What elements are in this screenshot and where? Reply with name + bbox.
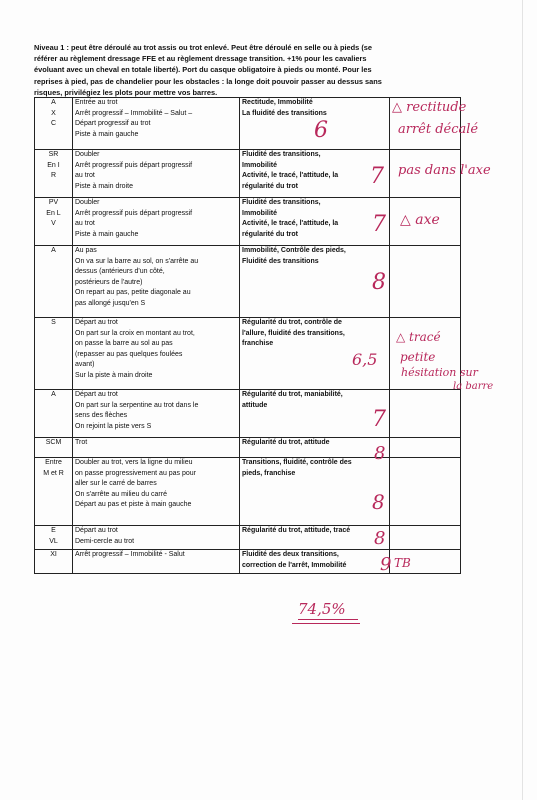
letters-cell-line: VL	[49, 537, 58, 545]
criteria-cell-line: l'allure, fluidité des transitions,	[242, 329, 345, 337]
criteria-cell-line: Fluidité des transitions,	[242, 199, 321, 206]
letters-cell	[35, 98, 73, 150]
criteria-cell-line: Régularité du trot, contrôle de	[242, 319, 342, 326]
letters-cell-line: PV	[48, 199, 59, 206]
intro-line: Niveau 1 : peut être déroulé au trot assis ou trot enlevé. Peut être déroulé en selle ou à pieds (se	[34, 43, 373, 52]
movement-cell-line: On part sur la serpentine au trot dans le	[75, 401, 199, 409]
movement-cell-line: Départ au pas et piste à main gauche	[75, 501, 192, 509]
letters-cell	[35, 438, 73, 458]
handwritten-grade: 9	[380, 554, 392, 575]
movement-cell-line: Départ progressif au trot	[75, 120, 151, 128]
criteria-cell-line: Immobilité, Contrôle des pieds,	[242, 247, 346, 254]
movement-cell	[73, 550, 240, 574]
table-row	[35, 198, 461, 246]
criteria-cell-line: régularité du trot	[242, 230, 299, 238]
intro-line: évoluant avec un cheval en totale liberté). Port du casque obligatoire à pieds ou monté. Pour les	[34, 65, 372, 75]
movement-cell-line: au trot	[75, 172, 95, 180]
table-row	[35, 438, 461, 458]
letters-cell-line: A	[51, 99, 56, 106]
table-row	[35, 458, 461, 526]
handwritten-grade: 7	[372, 407, 386, 432]
movement-cell-line: pas allongé jusqu'en S	[75, 299, 146, 307]
letters-cell-line: En L	[46, 209, 61, 217]
comment-cell	[390, 438, 461, 458]
movement-cell-line: On repart au pas, petite diagonale au	[75, 289, 191, 297]
movement-cell-line: avant)	[75, 361, 95, 369]
letters-cell-line: Entre	[45, 459, 62, 466]
movement-cell-line: Doubler au trot, vers la ligne du milieu	[75, 459, 193, 466]
movement-cell-line: Départ au trot	[75, 527, 118, 534]
movement-cell	[73, 390, 240, 438]
movement-cell-line: Piste à main gauche	[75, 230, 139, 238]
movement-cell	[73, 526, 240, 550]
table-row	[35, 150, 461, 198]
movement-cell	[73, 198, 240, 246]
movement-cell	[73, 318, 240, 390]
letters-cell-line: R	[50, 172, 57, 180]
comment-cell	[390, 526, 461, 550]
comment-cell	[390, 246, 461, 318]
movement-cell-line: On s'arrête au milieu du carré	[75, 490, 167, 498]
criteria-cell-line: attitude	[242, 401, 268, 409]
handwritten-comment: TB	[394, 556, 411, 570]
letters-cell-line: XI	[50, 551, 57, 558]
movement-cell-line: Trot	[75, 439, 88, 446]
letters-cell-line: A	[51, 391, 56, 398]
handwritten-grade: 7	[370, 164, 384, 189]
table-row	[35, 526, 461, 550]
letters-cell	[35, 390, 73, 438]
criteria-cell-line: Régularité du trot, maniabilité,	[242, 391, 343, 398]
criteria-cell	[240, 390, 390, 438]
letters-cell	[35, 198, 73, 246]
criteria-cell	[240, 526, 390, 550]
criteria-cell-line: Fluidité des transitions,	[242, 151, 321, 158]
comment-cell	[390, 458, 461, 526]
movement-cell-line: postérieurs de l'autre)	[75, 278, 143, 286]
movement-cell-line: Doubler	[75, 199, 100, 206]
handwritten-comment: △ axe	[400, 212, 440, 228]
movement-cell-line: Arrêt progressif puis départ progressif	[75, 209, 193, 217]
movement-cell-line: Entrée au trot	[75, 99, 118, 106]
criteria-cell	[240, 458, 390, 526]
movement-cell-line: Au pas	[75, 247, 97, 254]
criteria-cell-line: Fluidité des transitions	[242, 257, 319, 265]
intro-paragraph	[34, 42, 454, 98]
letters-cell	[35, 550, 73, 574]
table-row	[35, 318, 461, 390]
total-score: 74,5%	[298, 600, 346, 618]
criteria-cell	[240, 150, 390, 198]
handwritten-grade: 8	[372, 270, 386, 295]
letters-cell	[35, 246, 73, 318]
criteria-cell-line: Activité, le tracé, l'attitude, la	[242, 172, 339, 180]
handwritten-comment: petite	[400, 350, 436, 364]
total-underline	[298, 619, 358, 620]
criteria-cell-line: Rectitude, Immobilité	[242, 99, 313, 106]
letters-cell-line: SR	[48, 151, 59, 158]
handwritten-comment: △ rectitude	[392, 100, 467, 115]
table-row	[35, 390, 461, 438]
criteria-cell-line: La fluidité des transitions	[242, 109, 327, 117]
movement-cell-line: Piste à main droite	[75, 182, 133, 190]
letters-cell-line: X	[51, 109, 56, 117]
movement-cell-line: Doubler	[75, 151, 100, 158]
criteria-cell-line: correction de l'arrêt, Immobilité	[242, 561, 347, 569]
handwritten-comment: la barre	[453, 381, 494, 392]
movement-cell-line: On va sur la barre au sol, on s'arrête au	[75, 257, 199, 265]
criteria-cell	[240, 198, 390, 246]
movement-cell-line: aller sur le carré de barres	[75, 480, 157, 488]
movement-cell	[73, 150, 240, 198]
movement-cell-line: Arrêt progressif – Immobilité – Salut –	[75, 109, 193, 117]
intro-line: risques, privilégiez les plots pour mettre vos barres.	[34, 87, 218, 97]
handwritten-grade: 8	[374, 443, 386, 464]
letters-cell-line: S	[51, 319, 56, 326]
movement-cell-line: Départ au trot	[75, 391, 118, 398]
criteria-cell	[240, 246, 390, 318]
movement-cell-line: On part sur la croix en montant au trot,	[75, 329, 195, 337]
letters-cell-line: En I	[47, 161, 60, 169]
movement-cell-line: sens des flèches	[75, 412, 128, 420]
scan-edge	[522, 0, 523, 800]
criteria-cell	[240, 438, 390, 458]
movement-cell-line: Arrêt progressif puis départ progressif	[75, 161, 193, 169]
criteria-cell-line: Régularité du trot, attitude	[242, 439, 330, 446]
movement-cell-line: Départ au trot	[75, 319, 118, 326]
handwritten-comment: arrêt décalé	[398, 122, 479, 137]
letters-cell-line: M et R	[43, 469, 64, 477]
comment-cell	[390, 390, 461, 438]
letters-cell	[35, 318, 73, 390]
letters-cell-line: E	[51, 527, 56, 534]
criteria-cell-line: Transitions, fluidité, contrôle des	[242, 459, 352, 466]
criteria-cell-line: pieds, franchise	[242, 469, 296, 477]
letters-cell	[35, 150, 73, 198]
movement-cell	[73, 246, 240, 318]
total-underline-2	[292, 623, 360, 624]
handwritten-grade: 6,5	[352, 350, 378, 369]
movement-cell-line: (repasser au pas quelques foulées	[75, 350, 183, 358]
criteria-cell-line: franchise	[242, 340, 274, 348]
handwritten-comment: hésitation sur	[401, 366, 478, 379]
letters-cell	[35, 458, 73, 526]
movement-cell-line: Sur la piste à main droite	[75, 371, 153, 379]
letters-cell-line: C	[50, 120, 57, 128]
movement-cell-line: on passe la barre au sol au pas	[75, 340, 173, 348]
handwritten-grade: 8	[374, 528, 386, 549]
movement-cell-line: On rejoint la piste vers S	[75, 422, 152, 430]
criteria-cell-line: Régularité du trot, attitude, tracé	[242, 527, 351, 534]
letters-cell	[35, 526, 73, 550]
movement-cell-line: Arrêt progressif – Immobilité - Salut	[75, 551, 185, 558]
movement-cell-line: Piste à main gauche	[75, 130, 139, 138]
handwritten-grade: 8	[372, 490, 385, 514]
table-row	[35, 246, 461, 318]
letters-cell-line: SCM	[45, 439, 62, 446]
letters-cell-line: V	[51, 220, 56, 228]
movement-cell-line: au trot	[75, 220, 95, 228]
criteria-cell-line: Immobilité	[242, 161, 278, 169]
movement-cell-line: on passe progressivement au pas pour	[75, 469, 197, 477]
movement-cell	[73, 98, 240, 150]
movement-cell-line: Demi-cercle au trot	[75, 537, 135, 545]
criteria-cell-line: Activité, le tracé, l'attitude, la	[242, 220, 339, 228]
movement-cell	[73, 438, 240, 458]
letters-cell-line: A	[51, 247, 56, 254]
criteria-cell-line: régularité du trot	[242, 182, 299, 190]
intro-line: référer au règlement dressage FFE et au règlement dressage transition. +1% pour les cavaliers	[34, 54, 367, 64]
intro-line: reprises à pied, pas de chandelier pour les obstacles : la longe doit pouvoir passer au dessus sans	[34, 76, 382, 86]
criteria-cell-line: Immobilité	[242, 209, 278, 217]
movement-cell	[73, 458, 240, 526]
handwritten-comment: pas dans l'axe	[398, 163, 491, 178]
handwritten-grade: 6	[314, 118, 328, 143]
handwritten-comment: △ tracé	[396, 330, 441, 344]
criteria-cell	[240, 550, 390, 574]
handwritten-grade: 7	[372, 212, 386, 237]
movement-cell-line: dessus (antérieurs d'un côté,	[75, 268, 165, 276]
criteria-cell-line: Fluidité des deux transitions,	[242, 551, 339, 558]
